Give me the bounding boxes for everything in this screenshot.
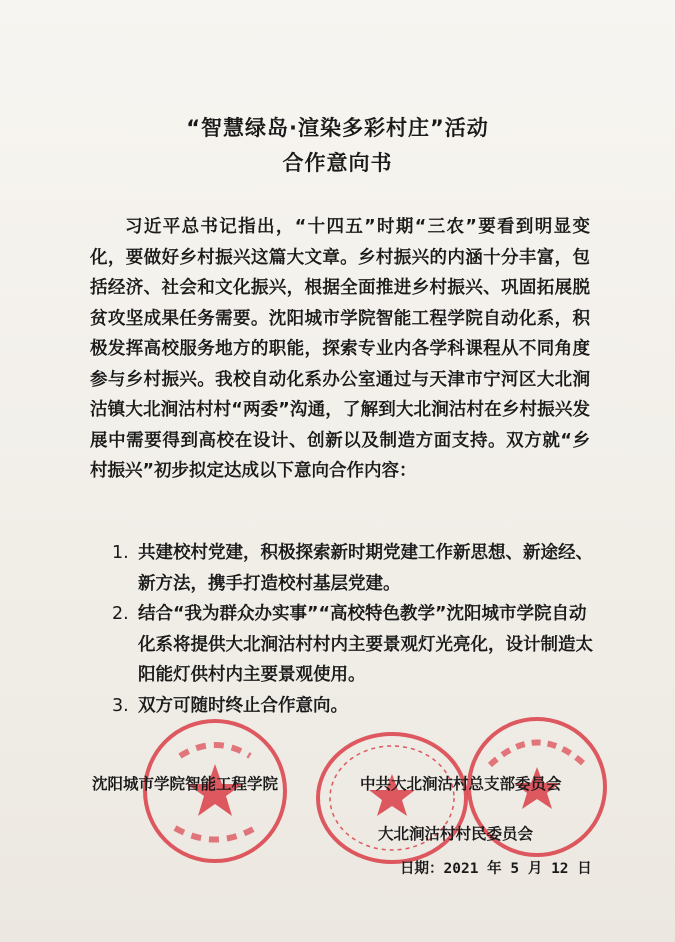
- body-paragraph: 习近平总书记指出，“十四五”时期“三农”要看到明显变化，要做好乡村振兴这篇大文章。乡村振兴的内涵十分丰富，包括经济、社会和文化振兴，根据全面推进乡村振兴、巩固拓展脱贫攻坚成果任务需要。沈阳城市学院智能工程学院自动化系，积极发挥高校服务地方的职能，探索专业内各学科课程从不同角度参与乡村振兴。我校自动化系办公室通过与天津市宁河区大北涧沽镇大北涧沽村村“两委”沟通，了解到大北涧沽村在乡村振兴发展中需要得到高校在设计、创新以及制造方面支持。双方就“乡村振兴”初步拟定达成以下意向合作内容：: [90, 217, 590, 481]
- document-title: “智慧绿岛·渲染多彩村庄”活动: [186, 116, 489, 140]
- party-seal: [312, 728, 472, 868]
- signature-school: 沈阳城市学院智能工程学院: [92, 775, 279, 793]
- item-text: 结合“我为群众办实事”“高校特色教学”沈阳城市学院自动化系将提供大北涧沽村村内主要景观灯光亮化，设计制造太阳能灯供村内主要景观使用。: [138, 604, 593, 685]
- list-item: [112, 538, 602, 599]
- item-text: 双方可随时终止合作意向。: [138, 695, 348, 716]
- document-subtitle: 合作意向书: [282, 151, 393, 175]
- signature-village-committee: 大北涧沽村村民委员会: [378, 825, 534, 843]
- list-item: [112, 599, 602, 691]
- item-number: 3.: [112, 695, 129, 716]
- cooperation-items: [112, 538, 602, 721]
- item-number: 1.: [112, 543, 129, 563]
- item-number: 2.: [112, 604, 129, 624]
- signing-date: 日期：2021 年 5 月 12 日: [400, 861, 592, 877]
- item-text: 共建校村党建，积极探索新时期党建工作新思想、新途经、新方法，携手打造校村基层党建。: [138, 543, 593, 594]
- signature-party-branch: 中共大北涧沽村总支部委员会: [360, 775, 562, 793]
